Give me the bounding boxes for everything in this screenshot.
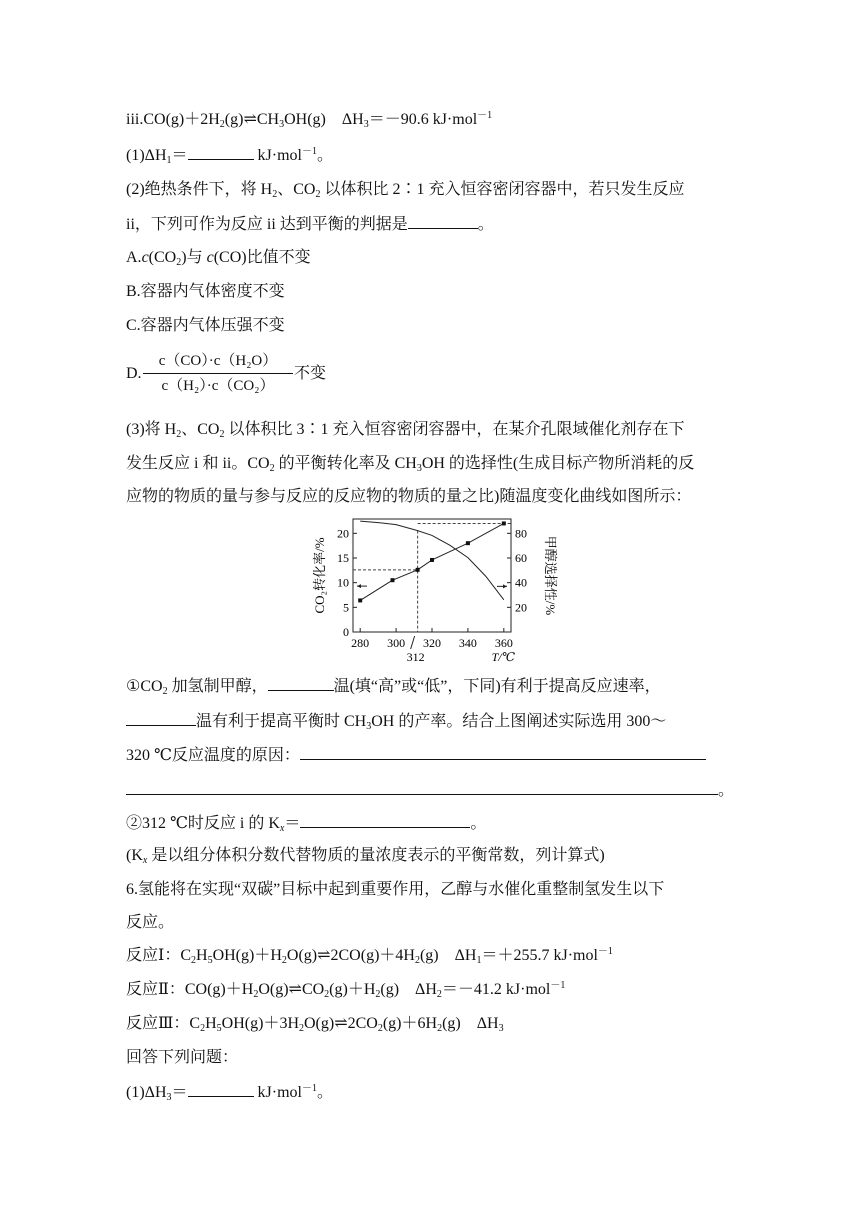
text: 、CO bbox=[181, 421, 220, 438]
sub: 2 bbox=[272, 189, 278, 200]
sub: x bbox=[279, 823, 285, 834]
left-axis-arrowhead bbox=[357, 584, 361, 588]
sub: 3 bbox=[279, 119, 285, 130]
fraction-bar bbox=[143, 373, 293, 374]
question-2-line1 bbox=[126, 180, 684, 200]
text: 以体积比 3∶1 充入恒容密闭容器中，在某介孔限域催化剂存在下 bbox=[224, 421, 685, 438]
text: H bbox=[205, 1015, 217, 1032]
sub: 2 bbox=[162, 686, 168, 697]
sub: 3 bbox=[416, 463, 422, 474]
text: 温有利于提高平衡时 CH bbox=[196, 713, 367, 730]
x-tick-label: 360 bbox=[494, 636, 513, 650]
sub: 5 bbox=[207, 955, 213, 966]
sub: 2 bbox=[176, 257, 182, 268]
left-axis-label: CO₂转化率/% bbox=[312, 537, 327, 614]
right-tick-label: 80 bbox=[515, 526, 527, 541]
text: O(g)⇌2CO bbox=[304, 1015, 378, 1032]
text: (1)ΔH bbox=[126, 147, 167, 164]
right-tick-label: 60 bbox=[515, 550, 527, 565]
x-extra-slash bbox=[411, 636, 415, 649]
text: 的平衡转化率及 CH bbox=[274, 455, 417, 472]
option-d-prefix: D. bbox=[126, 365, 142, 382]
text: (K bbox=[126, 847, 143, 864]
answer-prompt: 回答下列问题： bbox=[126, 1049, 239, 1066]
sub: 2 bbox=[315, 189, 321, 200]
text: OH(g)＋3H bbox=[221, 1015, 299, 1032]
problem-6-line2: 反应。 bbox=[126, 914, 175, 931]
text: OH 的选择性(生成目标产物所消耗的反 bbox=[421, 455, 695, 472]
text: (g) ΔH bbox=[419, 947, 477, 964]
x-tick-label: 300 bbox=[387, 636, 406, 650]
text: kJ·mol bbox=[253, 1084, 302, 1101]
text: 是以组分体积分数代替物质的量浓度表示的平衡常数，列计算式) bbox=[147, 847, 605, 864]
data-point bbox=[416, 568, 420, 572]
reaction-3 bbox=[126, 1014, 504, 1034]
co2-methanol-chart bbox=[308, 516, 568, 664]
right-tick-label: 20 bbox=[515, 600, 527, 615]
left-tick-label: 15 bbox=[337, 550, 349, 565]
reaction-2 bbox=[126, 980, 565, 1000]
right-axis-arrowhead bbox=[503, 584, 507, 588]
sub-question-1-line1 bbox=[126, 676, 661, 697]
sub-question-1-line3 bbox=[126, 745, 706, 766]
sub: 2 bbox=[299, 1023, 304, 1034]
sub: 1 bbox=[166, 155, 172, 166]
question-3-line3: 应物的物质的量与参与反应的反应物的物质的量之比)随温度变化曲线如图所示： bbox=[126, 488, 692, 505]
right-axis-label: 甲醇选择性/% bbox=[543, 535, 558, 616]
text: ＝－41.2 kJ·mol bbox=[441, 981, 551, 998]
text: 以体积比 2∶1 充入恒容密闭容器中，若只发生反应 bbox=[320, 181, 685, 198]
answer-blank[interactable] bbox=[268, 676, 334, 691]
text: kJ·mol bbox=[253, 147, 302, 164]
sub: 2 bbox=[219, 429, 225, 440]
text: ②312 ℃时反应 i 的 K bbox=[126, 815, 280, 832]
answer-blank[interactable] bbox=[126, 780, 718, 795]
data-point bbox=[391, 578, 395, 582]
text: )与 bbox=[181, 249, 207, 266]
question-3-line1 bbox=[126, 420, 684, 440]
text: O(g)⇌CO bbox=[258, 981, 325, 998]
sub-question-2-note bbox=[126, 846, 605, 866]
answer-blank[interactable] bbox=[408, 214, 478, 229]
sub: x bbox=[142, 855, 148, 866]
answer-blank[interactable] bbox=[300, 813, 470, 828]
question-3-line2 bbox=[126, 454, 694, 474]
text: 反应Ⅱ：CO(g)＋H bbox=[126, 981, 254, 998]
answer-blank[interactable] bbox=[300, 745, 706, 760]
sub: 5 bbox=[216, 1023, 222, 1034]
left-tick-label: 0 bbox=[343, 625, 349, 639]
text: 。 bbox=[470, 815, 487, 832]
sub: 2 bbox=[200, 1023, 206, 1034]
text: (CO)比值不变 bbox=[213, 249, 311, 266]
text: O(g)⇌2CO(g)＋4H bbox=[286, 947, 415, 964]
sub: 1 bbox=[476, 955, 482, 966]
sub: 3 bbox=[366, 721, 372, 732]
text: (g) ΔH bbox=[380, 981, 437, 998]
text: H bbox=[196, 947, 208, 964]
sub: 2 bbox=[324, 989, 330, 1000]
sub-question-1-line2 bbox=[126, 711, 666, 732]
x-tick-label: 280 bbox=[351, 636, 370, 650]
text: iii.CO(g)＋2H bbox=[126, 111, 220, 128]
text: ＝－90.6 kJ·mol bbox=[368, 111, 478, 128]
x-tick-label: 320 bbox=[423, 636, 441, 650]
fraction-numerator: c（CO）·c（H₂O） bbox=[158, 353, 278, 369]
sub: 2 bbox=[377, 1023, 383, 1034]
sub: 2 bbox=[375, 989, 381, 1000]
sub: 2 bbox=[219, 119, 225, 130]
question-1 bbox=[126, 145, 333, 166]
sub: 3 bbox=[363, 119, 369, 130]
text: (CO bbox=[148, 249, 177, 266]
x-extra-label: 312 bbox=[406, 650, 425, 664]
text: (3)将 H bbox=[126, 421, 177, 438]
option-a bbox=[126, 248, 311, 268]
text: c bbox=[206, 249, 214, 266]
x-tick-label: 340 bbox=[458, 636, 477, 650]
sub: 2 bbox=[269, 463, 275, 474]
sup: －1 bbox=[477, 110, 493, 121]
question-2-line2 bbox=[126, 214, 494, 235]
right-tick-label: 40 bbox=[515, 575, 527, 590]
text: 发生反应 i 和 ii。CO bbox=[126, 455, 270, 472]
text: ＝ bbox=[171, 147, 188, 164]
option-b: B.容器内气体密度不变 bbox=[126, 283, 285, 300]
sup: －1 bbox=[597, 946, 613, 957]
text: 加氢制甲醇， bbox=[167, 678, 268, 695]
text: (2)绝热条件下，将 H bbox=[126, 181, 273, 198]
sup: －1 bbox=[301, 146, 317, 157]
text: 温(填“高”或“低”，下同)有利于提高反应速率， bbox=[333, 678, 661, 695]
text: (g)⇌CH bbox=[224, 111, 280, 128]
fraction-denominator: c（H₂）·c（CO₂） bbox=[161, 378, 275, 394]
text: c bbox=[141, 249, 149, 266]
problem-6-line1: 6.氢能将在实现“双碳”目标中起到重要作用，乙醇与水催化重整制氢发生以下 bbox=[126, 881, 665, 898]
sub-question-2 bbox=[126, 813, 486, 834]
text: OH(g) ΔH bbox=[284, 111, 364, 128]
sub: 2 bbox=[436, 989, 442, 1000]
question-6-1 bbox=[126, 1082, 333, 1103]
text: 。 bbox=[718, 782, 735, 799]
text: 。 bbox=[316, 147, 333, 164]
text: 反应Ⅰ：C bbox=[126, 947, 191, 964]
text: ＝＋255.7 kJ·mol bbox=[481, 947, 598, 964]
text: 反应Ⅲ：C bbox=[126, 1015, 201, 1032]
text: OH(g)＋H bbox=[212, 947, 282, 964]
text: ＝ bbox=[171, 1084, 188, 1101]
left-tick-label: 5 bbox=[343, 600, 349, 615]
data-point bbox=[430, 558, 434, 562]
text: 。 bbox=[477, 216, 494, 233]
text: 。 bbox=[316, 1084, 333, 1101]
text: (g)＋H bbox=[329, 981, 376, 998]
option-c: C.容器内气体压强不变 bbox=[126, 317, 285, 334]
text: ①CO bbox=[126, 678, 163, 695]
text: ＝ bbox=[284, 815, 301, 832]
sub: 2 bbox=[176, 429, 182, 440]
sub: 2 bbox=[414, 955, 420, 966]
sup: －1 bbox=[301, 1083, 317, 1094]
text: 、CO bbox=[277, 181, 316, 198]
sup: －1 bbox=[550, 980, 566, 991]
text: A. bbox=[126, 249, 142, 266]
sub: 3 bbox=[498, 1023, 504, 1034]
sub-question-1-line4 bbox=[126, 780, 734, 801]
data-point bbox=[466, 541, 470, 545]
reaction-iii bbox=[126, 110, 492, 130]
sub: 3 bbox=[166, 1092, 172, 1103]
text: ii，下列可作为反应 ii 达到平衡的判据是 bbox=[126, 216, 408, 233]
answer-blank[interactable] bbox=[188, 145, 254, 160]
sub: 2 bbox=[437, 1023, 443, 1034]
x-axis-label: T/℃ bbox=[491, 650, 515, 664]
left-tick-label: 20 bbox=[337, 526, 349, 541]
answer-blank[interactable] bbox=[188, 1082, 254, 1097]
text: (1)ΔH bbox=[126, 1084, 167, 1101]
sub: 2 bbox=[253, 989, 259, 1000]
text: 320 ℃反应温度的原因： bbox=[126, 747, 300, 764]
text: (g)＋6H bbox=[382, 1015, 438, 1032]
answer-blank[interactable] bbox=[126, 711, 196, 726]
sub: 2 bbox=[191, 955, 196, 966]
option-d-fraction bbox=[143, 351, 293, 396]
data-point bbox=[358, 598, 362, 602]
reaction-1 bbox=[126, 946, 613, 966]
data-point bbox=[502, 521, 506, 525]
text: (g) ΔH bbox=[442, 1015, 499, 1032]
text: OH 的产率。结合上图阐述实际选用 300～ bbox=[371, 713, 667, 730]
sub: 2 bbox=[281, 955, 287, 966]
left-tick-label: 10 bbox=[337, 575, 349, 590]
option-d-suffix: 不变 bbox=[294, 365, 327, 382]
